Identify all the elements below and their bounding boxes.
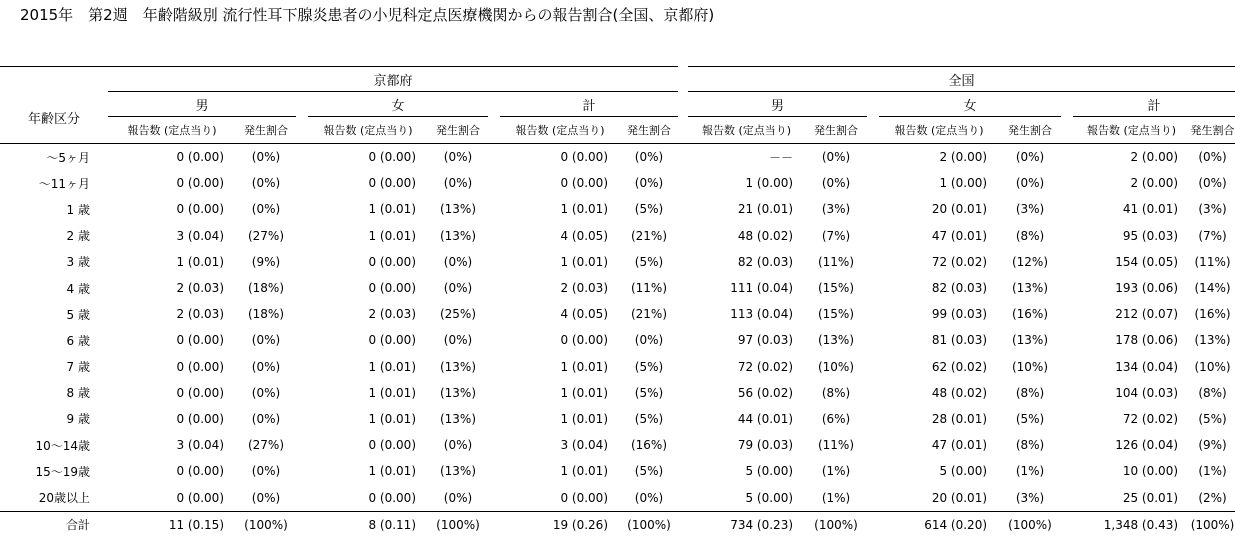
incidence-ratio: (0%) <box>251 176 281 191</box>
table-row <box>0 144 1235 171</box>
report-count: 4 (0.05) <box>560 307 608 322</box>
report-table <box>0 66 1235 538</box>
report-count: 11 (0.15) <box>108 511 236 538</box>
report-count: 44 (0.01) <box>737 411 794 426</box>
incidence-ratio: (0%) <box>251 202 281 217</box>
age-label: ～11ヶ月 <box>38 176 90 191</box>
report-count: 1 (0.01) <box>560 411 608 426</box>
report-count: 0 (0.00) <box>368 490 416 505</box>
report-count: 3 (0.04) <box>560 438 608 453</box>
incidence-ratio: (13%) <box>439 359 477 374</box>
report-count: 178 (0.06) <box>1115 333 1179 348</box>
incidence-ratio: (13%) <box>1011 281 1049 296</box>
report-count: 20 (0.01) <box>931 490 988 505</box>
report-count: 0 (0.00) <box>368 150 416 165</box>
report-count: 21 (0.01) <box>737 202 794 217</box>
report-count: 79 (0.03) <box>737 438 794 453</box>
table-row <box>0 458 1235 484</box>
age-label: 10～14歳 <box>35 438 90 453</box>
incidence-ratio: (27%) <box>247 438 285 453</box>
incidence-ratio: (13%) <box>439 202 477 217</box>
incidence-ratio: (100%) <box>805 511 867 538</box>
report-count: 0 (0.00) <box>176 359 224 374</box>
incidence-ratio: (9%) <box>1198 438 1227 453</box>
incidence-ratio: (16%) <box>1194 307 1231 322</box>
incidence-ratio: (16%) <box>630 438 668 453</box>
col-header-pct: 発生割合 <box>620 117 678 144</box>
incidence-ratio: (0%) <box>443 333 473 348</box>
report-count: 1 (0.00) <box>745 176 794 191</box>
age-label: 20歳以上 <box>38 491 90 506</box>
report-count: 99 (0.03) <box>931 307 988 322</box>
incidence-ratio: (10%) <box>1011 359 1049 374</box>
report-count: 2 (0.03) <box>176 281 224 296</box>
table-row <box>0 354 1235 380</box>
age-label: 4 歳 <box>66 281 90 296</box>
incidence-ratio: (1%) <box>1198 464 1227 479</box>
table-row <box>0 249 1235 275</box>
corner-cell <box>0 67 108 92</box>
col-header-pct: 発生割合 <box>1190 117 1235 144</box>
group-header-female: 女 <box>879 92 1061 117</box>
table-row <box>0 484 1235 511</box>
report-count: 0 (0.00) <box>176 176 224 191</box>
report-count: 82 (0.03) <box>931 281 988 296</box>
report-count: 62 (0.02) <box>931 359 988 374</box>
report-count: 0 (0.00) <box>176 385 224 400</box>
incidence-ratio: (13%) <box>1011 333 1049 348</box>
age-label: ～5ヶ月 <box>46 150 90 165</box>
incidence-ratio: (8%) <box>1015 385 1045 400</box>
incidence-ratio: (0%) <box>821 150 851 165</box>
report-count: 734 (0.23) <box>688 511 805 538</box>
table-row <box>0 275 1235 301</box>
report-count: 41 (0.01) <box>1122 202 1179 217</box>
incidence-ratio: (8%) <box>821 385 851 400</box>
report-count: 1 (0.01) <box>560 202 608 217</box>
report-count: 111 (0.04) <box>730 281 794 296</box>
report-count: 0 (0.00) <box>368 254 416 269</box>
report-count: 126 (0.04) <box>1115 438 1179 453</box>
report-count: 0 (0.00) <box>560 176 608 191</box>
incidence-ratio: (0%) <box>251 150 281 165</box>
incidence-ratio: (5%) <box>634 411 664 426</box>
report-count: 0 (0.00) <box>176 333 224 348</box>
incidence-ratio: (0%) <box>251 411 281 426</box>
col-header-report: 報告数 (定点当り) <box>1073 117 1190 144</box>
incidence-ratio: (0%) <box>443 438 473 453</box>
report-count: 2 (0.00) <box>1130 176 1179 191</box>
incidence-ratio: (0%) <box>443 490 473 505</box>
incidence-ratio: (0%) <box>251 490 281 505</box>
report-count: 28 (0.01) <box>931 411 988 426</box>
incidence-ratio: (13%) <box>439 464 477 479</box>
incidence-ratio: (0%) <box>1015 150 1045 165</box>
report-count: 134 (0.04) <box>1115 359 1179 374</box>
col-header-report: 報告数 (定点当り) <box>108 117 236 144</box>
report-count: 0 (0.00) <box>176 490 224 505</box>
incidence-ratio: (5%) <box>1015 411 1045 426</box>
report-count: 2 (0.03) <box>560 281 608 296</box>
report-count: 10 (0.00) <box>1122 464 1179 479</box>
incidence-ratio: (10%) <box>1194 359 1231 374</box>
group-header-total: 計 <box>1073 92 1235 117</box>
table-row <box>0 301 1235 327</box>
incidence-ratio: (15%) <box>817 307 855 322</box>
report-count: 81 (0.03) <box>931 333 988 348</box>
report-count: 0 (0.00) <box>176 150 224 165</box>
table-row <box>0 327 1235 353</box>
report-count: 0 (0.00) <box>176 464 224 479</box>
incidence-ratio: (21%) <box>630 307 668 322</box>
incidence-ratio: (0%) <box>443 254 473 269</box>
age-label: 15～19歳 <box>35 464 90 479</box>
report-count: 1 (0.01) <box>560 359 608 374</box>
age-label: 9 歳 <box>66 412 90 427</box>
incidence-ratio: (3%) <box>1198 202 1227 217</box>
age-label: 8 歳 <box>66 386 90 401</box>
report-count: 72 (0.02) <box>1122 411 1179 426</box>
report-count: 0 (0.00) <box>176 202 224 217</box>
table-row <box>0 406 1235 432</box>
incidence-ratio: (0%) <box>251 333 281 348</box>
col-header-report: 報告数 (定点当り) <box>879 117 999 144</box>
incidence-ratio: (5%) <box>634 385 664 400</box>
incidence-ratio: (27%) <box>247 228 285 243</box>
incidence-ratio: (0%) <box>251 385 281 400</box>
incidence-ratio: (7%) <box>821 228 851 243</box>
incidence-ratio: (14%) <box>1194 281 1231 296</box>
age-label: 2 歳 <box>66 229 90 244</box>
incidence-ratio: (0%) <box>634 176 664 191</box>
incidence-ratio: (11%) <box>817 438 855 453</box>
report-count: 2 (0.00) <box>939 150 988 165</box>
incidence-ratio: (5%) <box>634 464 664 479</box>
report-count: 8 (0.11) <box>308 511 428 538</box>
report-count: 82 (0.03) <box>737 254 794 269</box>
incidence-ratio: (0%) <box>251 359 281 374</box>
incidence-ratio: (3%) <box>1015 202 1045 217</box>
report-count: 19 (0.26) <box>500 511 620 538</box>
incidence-ratio: (13%) <box>439 385 477 400</box>
report-count: 1 (0.01) <box>368 359 416 374</box>
report-count: 0 (0.00) <box>368 176 416 191</box>
incidence-ratio: (5%) <box>634 254 664 269</box>
col-header-report: 報告数 (定点当り) <box>308 117 428 144</box>
report-count: 1 (0.01) <box>368 385 416 400</box>
report-count: 1 (0.01) <box>560 254 608 269</box>
report-count: 0 (0.00) <box>368 281 416 296</box>
report-count: 1 (0.01) <box>560 464 608 479</box>
age-group-header: 年齢区分 <box>0 92 108 144</box>
report-count: 48 (0.02) <box>737 228 794 243</box>
incidence-ratio: (0%) <box>1198 150 1227 165</box>
report-count: 47 (0.01) <box>931 438 988 453</box>
incidence-ratio: (1%) <box>821 464 851 479</box>
incidence-ratio: (13%) <box>1194 333 1231 348</box>
report-count: 1 (0.01) <box>368 464 416 479</box>
report-count: 0 (0.00) <box>560 490 608 505</box>
incidence-ratio: (0%) <box>443 176 473 191</box>
age-label: 1 歳 <box>66 202 90 217</box>
age-label: 6 歳 <box>66 333 90 348</box>
incidence-ratio: (0%) <box>634 490 664 505</box>
report-count: 1 (0.01) <box>368 228 416 243</box>
incidence-ratio: (100%) <box>236 511 296 538</box>
report-count: 104 (0.03) <box>1115 385 1179 400</box>
table-row <box>0 432 1235 458</box>
incidence-ratio: (15%) <box>817 281 855 296</box>
incidence-ratio: (11%) <box>1194 254 1231 269</box>
report-count: 2 (0.00) <box>1130 150 1179 165</box>
incidence-ratio: (13%) <box>439 228 477 243</box>
page-title: 2015年 第2週 年齢階級別 流行性耳下腺炎患者の小児科定点医療機関からの報告割合(全国、京都府) <box>20 6 715 24</box>
col-header-pct: 発生割合 <box>805 117 867 144</box>
report-count: 1 (0.01) <box>368 411 416 426</box>
col-header-pct: 発生割合 <box>999 117 1061 144</box>
incidence-ratio: (100%) <box>428 511 488 538</box>
incidence-ratio: (0%) <box>634 333 664 348</box>
report-count: 3 (0.04) <box>176 438 224 453</box>
incidence-ratio: (0%) <box>1198 176 1227 191</box>
age-label: 7 歳 <box>66 360 90 375</box>
incidence-ratio: (6%) <box>821 411 851 426</box>
report-count: 1 (0.01) <box>368 202 416 217</box>
report-count: 1 (0.01) <box>176 254 224 269</box>
incidence-ratio: (18%) <box>247 281 285 296</box>
table-row <box>0 196 1235 222</box>
incidence-ratio: (13%) <box>817 333 855 348</box>
report-count: 154 (0.05) <box>1115 254 1179 269</box>
table-row <box>0 170 1235 196</box>
report-count: 0 (0.00) <box>176 411 224 426</box>
incidence-ratio: (25%) <box>439 307 477 322</box>
incidence-ratio: (16%) <box>1011 307 1049 322</box>
incidence-ratio: (1%) <box>821 490 851 505</box>
table-row <box>0 380 1235 406</box>
col-header-pct: 発生割合 <box>236 117 296 144</box>
report-count: 72 (0.02) <box>931 254 988 269</box>
incidence-ratio: (5%) <box>634 202 664 217</box>
report-count: 1 (0.00) <box>939 176 988 191</box>
col-header-pct: 発生割合 <box>428 117 488 144</box>
incidence-ratio: (100%) <box>1190 511 1235 538</box>
age-label: 5 歳 <box>66 307 90 322</box>
incidence-ratio: (3%) <box>821 202 851 217</box>
report-count: 212 (0.07) <box>1115 307 1179 322</box>
incidence-ratio: (0%) <box>821 176 851 191</box>
report-count: 2 (0.03) <box>368 307 416 322</box>
report-count: 4 (0.05) <box>560 228 608 243</box>
incidence-ratio: (0%) <box>251 464 281 479</box>
report-count: 25 (0.01) <box>1122 490 1179 505</box>
incidence-ratio: (18%) <box>247 307 285 322</box>
incidence-ratio: (0%) <box>1015 176 1045 191</box>
incidence-ratio: (100%) <box>620 511 678 538</box>
age-label: 合計 <box>0 511 108 538</box>
col-header-report: 報告数 (定点当り) <box>688 117 805 144</box>
report-count: 614 (0.20) <box>879 511 999 538</box>
incidence-ratio: (7%) <box>1198 228 1227 243</box>
incidence-ratio: (0%) <box>634 150 664 165</box>
report-count: 1 (0.01) <box>560 385 608 400</box>
incidence-ratio: (13%) <box>439 411 477 426</box>
incidence-ratio: (8%) <box>1015 228 1045 243</box>
report-count: 5 (0.00) <box>745 464 794 479</box>
incidence-ratio: (3%) <box>1015 490 1045 505</box>
incidence-ratio: (100%) <box>999 511 1061 538</box>
incidence-ratio: (11%) <box>630 281 668 296</box>
report-count: 72 (0.02) <box>737 359 794 374</box>
report-count: 0 (0.00) <box>368 438 416 453</box>
col-header-report: 報告数 (定点当り) <box>500 117 620 144</box>
group-header-male: 男 <box>108 92 296 117</box>
report-count: 3 (0.04) <box>176 228 224 243</box>
group-header-total: 計 <box>500 92 678 117</box>
incidence-ratio: (0%) <box>443 150 473 165</box>
incidence-ratio: (21%) <box>630 228 668 243</box>
incidence-ratio: (2%) <box>1198 490 1227 505</box>
report-count: 0 (0.00) <box>560 150 608 165</box>
group-header-female: 女 <box>308 92 488 117</box>
group-header-male: 男 <box>688 92 867 117</box>
incidence-ratio: (8%) <box>1015 438 1045 453</box>
report-count: 48 (0.02) <box>931 385 988 400</box>
report-count: －－ <box>769 150 794 165</box>
report-count: 95 (0.03) <box>1122 228 1179 243</box>
incidence-ratio: (5%) <box>634 359 664 374</box>
report-count: 113 (0.04) <box>730 307 794 322</box>
report-count: 47 (0.01) <box>931 228 988 243</box>
total-row <box>0 511 1235 538</box>
report-count: 56 (0.02) <box>737 385 794 400</box>
report-count: 5 (0.00) <box>745 490 794 505</box>
region-header-kyoto: 京都府 <box>108 67 678 92</box>
incidence-ratio: (9%) <box>251 254 281 269</box>
report-count: 193 (0.06) <box>1115 281 1179 296</box>
incidence-ratio: (11%) <box>817 254 855 269</box>
incidence-ratio: (0%) <box>443 281 473 296</box>
report-count: 0 (0.00) <box>368 333 416 348</box>
report-count: 2 (0.03) <box>176 307 224 322</box>
table-row <box>0 223 1235 249</box>
incidence-ratio: (12%) <box>1011 254 1049 269</box>
incidence-ratio: (5%) <box>1198 411 1227 426</box>
region-header-national: 全国 <box>688 67 1235 92</box>
report-count: 0 (0.00) <box>560 333 608 348</box>
report-count: 1,348 (0.43) <box>1073 511 1190 538</box>
report-count: 5 (0.00) <box>939 464 988 479</box>
report-count: 97 (0.03) <box>737 333 794 348</box>
incidence-ratio: (1%) <box>1015 464 1045 479</box>
age-label: 3 歳 <box>66 255 90 270</box>
incidence-ratio: (8%) <box>1198 385 1227 400</box>
incidence-ratio: (10%) <box>817 359 855 374</box>
report-count: 20 (0.01) <box>931 202 988 217</box>
